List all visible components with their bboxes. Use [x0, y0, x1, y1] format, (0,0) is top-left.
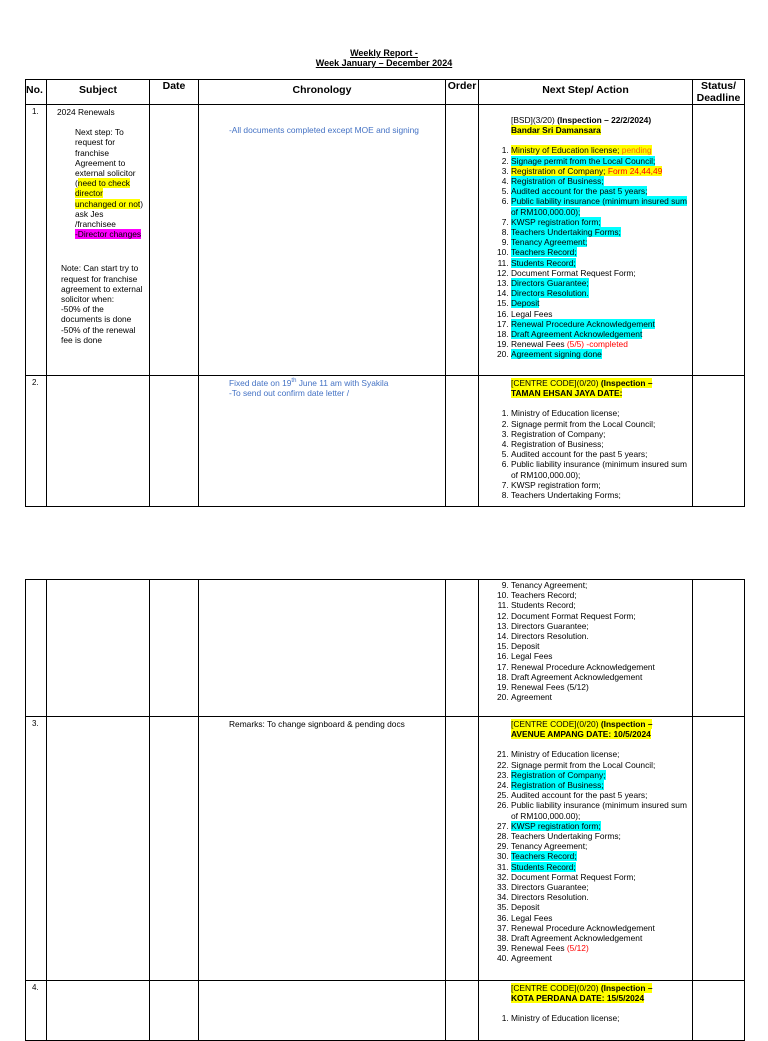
header-row: [26, 80, 745, 105]
date-cell: [150, 105, 199, 376]
list-item: 24. Registration of Business;: [511, 780, 688, 790]
col-status: [693, 80, 745, 105]
subject-cell: [47, 105, 150, 376]
list-item: 3. Registration of Company;: [511, 429, 688, 439]
order-cell: [446, 981, 479, 1041]
subject-title: 2024 Renewals: [57, 107, 115, 117]
list-item: 35. Deposit: [511, 902, 688, 912]
list-item: 14. Directors Resolution.: [511, 631, 688, 641]
table-row: [26, 376, 745, 507]
list-item: 25. Audited account for the past 5 years;: [511, 790, 688, 800]
list-item: 19. Renewal Fees (5/12): [511, 682, 688, 692]
list-item: 2. Signage permit from the Local Council;: [511, 156, 688, 166]
list-item: 9. Tenancy Agreement;: [511, 580, 688, 590]
checklist: [485, 580, 688, 702]
col-chronology: Chronology: [199, 80, 446, 105]
document-checklist: [485, 408, 688, 500]
row-number: 2.: [26, 376, 47, 507]
col-next-step: Next Step/ Action: [479, 80, 693, 105]
subject-cell: [47, 717, 150, 981]
list-item: 10. Teachers Record;: [511, 247, 688, 257]
chronology-cell: [199, 981, 446, 1041]
list-item: 9. Tenancy Agreement;: [511, 237, 688, 247]
list-item: 28. Teachers Undertaking Forms;: [511, 831, 688, 841]
list-item: 15. Deposit: [511, 641, 688, 651]
next-step-cell: [479, 105, 693, 376]
subject-cell: [47, 376, 150, 507]
col-date: Date: [150, 80, 199, 105]
order-cell: [446, 376, 479, 507]
list-item: 20. Agreement: [511, 692, 688, 702]
document-checklist: [485, 145, 688, 359]
list-item: 11. Students Record;: [511, 258, 688, 268]
director-changes-highlight: -Director changes: [75, 229, 142, 240]
chronology-cell: -All documents completed except MOE and signing: [199, 105, 446, 376]
list-item: 18. Draft Agreement Acknowledgement: [511, 329, 688, 339]
list-item: 29. Tenancy Agreement;: [511, 841, 688, 851]
report-table-page1: [25, 79, 745, 507]
list-item: 14. Directors Resolution.: [511, 288, 688, 298]
next-step-cell: [CENTRE CODE](0/20) (Inspection – TAMAN EHSAN JAYA DATE: 1. Ministry of Education license; 2. Signage permit from the Local Council; 3. Registration of Company; 4. Registration of Business; 5. Audited account for the past 5 years; 6. Public liability insurance (minimum insured sum of RM100,000.00); 7. KWSP registration form; 8. Teachers Undertaking Forms;: [479, 376, 693, 507]
list-item: 4. Registration of Business;: [511, 439, 688, 449]
report-title: Weekly Report -: [350, 48, 418, 58]
next-step-cell: [479, 580, 693, 717]
list-item: 5. Audited account for the past 5 years;: [511, 186, 688, 196]
list-item: 17. Renewal Procedure Acknowledgement: [511, 662, 688, 672]
list-item: 20. Agreement signing done: [511, 349, 688, 359]
subject-cell: [47, 981, 150, 1041]
list-item: 32. Document Format Request Form;: [511, 872, 688, 882]
list-item: 13. Directors Guarantee;: [511, 621, 688, 631]
list-item: 23. Registration of Company;: [511, 770, 688, 780]
list-item: 2. Signage permit from the Local Council;: [511, 419, 688, 429]
col-subject: Subject: [47, 80, 150, 105]
order-cell: [446, 717, 479, 981]
list-item: 36. Legal Fees: [511, 913, 688, 923]
status-cell: [693, 717, 745, 981]
list-item: 3. Registration of Company; Form 24,44,49: [511, 166, 688, 176]
date-cell: [150, 981, 199, 1041]
centre-name: AVENUE AMPANG DATE: 10/5/2024: [511, 729, 651, 740]
list-item: 38. Draft Agreement Acknowledgement: [511, 933, 688, 943]
table-row: [26, 981, 745, 1041]
checklist: [485, 1013, 688, 1023]
document-checklist: [485, 749, 688, 963]
subject-note: Note: Can start try to request for franchise agreement to external solicitor when: -50% of the documents is done -50% of the renewal fee is done: [61, 263, 143, 345]
document-checklist: [485, 580, 688, 702]
row-number: 3.: [26, 717, 47, 981]
action-heading: [BSD](3/20) (Inspection – 22/2/2024): [511, 115, 652, 125]
highlight-text: need to check director unchanged or not: [75, 178, 141, 209]
list-item: 16. Legal Fees: [511, 651, 688, 661]
list-item: 17. Renewal Procedure Acknowledgement: [511, 319, 688, 329]
col-order: Order: [446, 80, 479, 105]
list-item: 26. Public liability insurance (minimum insured sum of RM100,000.00);: [511, 800, 688, 820]
centre-name: TAMAN EHSAN JAYA DATE:: [511, 388, 623, 399]
list-item: 10. Teachers Record;: [511, 590, 688, 600]
list-item: 37. Renewal Procedure Acknowledgement: [511, 923, 688, 933]
date-cell: [150, 717, 199, 981]
list-item: 1. Ministry of Education license;: [511, 1013, 688, 1023]
list-item: 5. Audited account for the past 5 years;: [511, 449, 688, 459]
row-number: 4.: [26, 981, 47, 1041]
checklist: [485, 408, 688, 500]
list-item: 15. Deposit: [511, 298, 688, 308]
subject-next-step: Next step: To request for franchise Agreement to external solicitor (need to check director unchanged or not) ask Jes /franchisee -Director changes: [75, 127, 143, 240]
list-item: 27. KWSP registration form;: [511, 821, 688, 831]
list-item: 33. Directors Guarantee;: [511, 882, 688, 892]
status-cell: [693, 981, 745, 1041]
list-item: 6. Public liability insurance (minimum insured sum of RM100,000.00);: [511, 459, 688, 479]
col-status-line1: Status/: [700, 80, 736, 92]
list-item: 40. Agreement: [511, 953, 688, 963]
list-item: 1. Ministry of Education license; pending: [511, 145, 688, 155]
list-item: 12. Document Format Request Form;: [511, 268, 688, 278]
table-row: [26, 580, 745, 717]
list-item: 13. Directors Guarantee;: [511, 278, 688, 288]
list-item: 34. Directors Resolution.: [511, 892, 688, 902]
status-cell: [693, 376, 745, 507]
checklist: [485, 145, 688, 359]
list-item: 7. KWSP registration form;: [511, 480, 688, 490]
chronology-cell: Fixed date on 19th June 11 am with Syakila -To send out confirm date letter /: [199, 376, 446, 507]
list-item: 6. Public liability insurance (minimum insured sum of RM100,000.00);: [511, 196, 688, 216]
status-cell: [693, 105, 745, 376]
row-number: 1.: [26, 105, 47, 376]
list-item: 16. Legal Fees: [511, 309, 688, 319]
list-item: 18. Draft Agreement Acknowledgement: [511, 672, 688, 682]
list-item: 8. Teachers Undertaking Forms;: [511, 490, 688, 500]
checklist: [485, 749, 688, 963]
table-row: [26, 717, 745, 981]
document-checklist: [485, 1013, 688, 1023]
report-period: Week January – December 2024: [315, 58, 453, 68]
list-item: 22. Signage permit from the Local Council;: [511, 760, 688, 770]
chronology-cell: Remarks: To change signboard & pending docs: [199, 717, 446, 981]
report-table-page2: [25, 579, 745, 1041]
list-item: 11. Students Record;: [511, 600, 688, 610]
list-item: 7. KWSP registration form;: [511, 217, 688, 227]
date-cell: [150, 376, 199, 507]
list-item: 30. Teachers Record;: [511, 851, 688, 861]
list-item: 39. Renewal Fees (5/12): [511, 943, 688, 953]
list-item: 31. Students Record;: [511, 862, 688, 872]
list-item: 19. Renewal Fees (5/5) -completed: [511, 339, 688, 349]
col-status-line2: Deadline: [696, 92, 741, 104]
list-item: 4. Registration of Business;: [511, 176, 688, 186]
table-row: [26, 105, 745, 376]
list-item: 8. Teachers Undertaking Forms;: [511, 227, 688, 237]
list-item: 12. Document Format Request Form;: [511, 611, 688, 621]
col-no: No.: [26, 80, 47, 105]
list-item: 21. Ministry of Education license;: [511, 749, 688, 759]
list-item: 1. Ministry of Education license;: [511, 408, 688, 418]
next-step-cell: [CENTRE CODE](0/20) (Inspection – KOTA PERDANA DATE: 15/5/2024 1. Ministry of Education license;: [479, 981, 693, 1041]
centre-name: Bandar Sri Damansara: [511, 125, 601, 136]
order-cell: [446, 105, 479, 376]
next-step-cell: [CENTRE CODE](0/20) (Inspection – AVENUE AMPANG DATE: 10/5/2024 21. Ministry of Education license; 22. Signage permit from the Local Council; 23. Registration of Company; 24. Registration of Business; 25. Audited account for the past 5 years; 26. Public liability insurance (minimum insured sum of RM100,000.00); 27. KWSP registration form; 28. Teachers Undertaking Forms; 29. Tenancy Agreement; 30. Teachers Record; 31. Students Record; 32. Document Format Request Form; 33. Directors Guarantee; 34. Directors Resolution. 35. Deposit 36. Legal Fees 37. Renewal Procedure Acknowledgement 38. Draft Agreement Acknowledgement 39. Renewal Fees (5/12) 40. Agreement: [479, 717, 693, 981]
centre-name: KOTA PERDANA DATE: 15/5/2024: [511, 993, 645, 1004]
